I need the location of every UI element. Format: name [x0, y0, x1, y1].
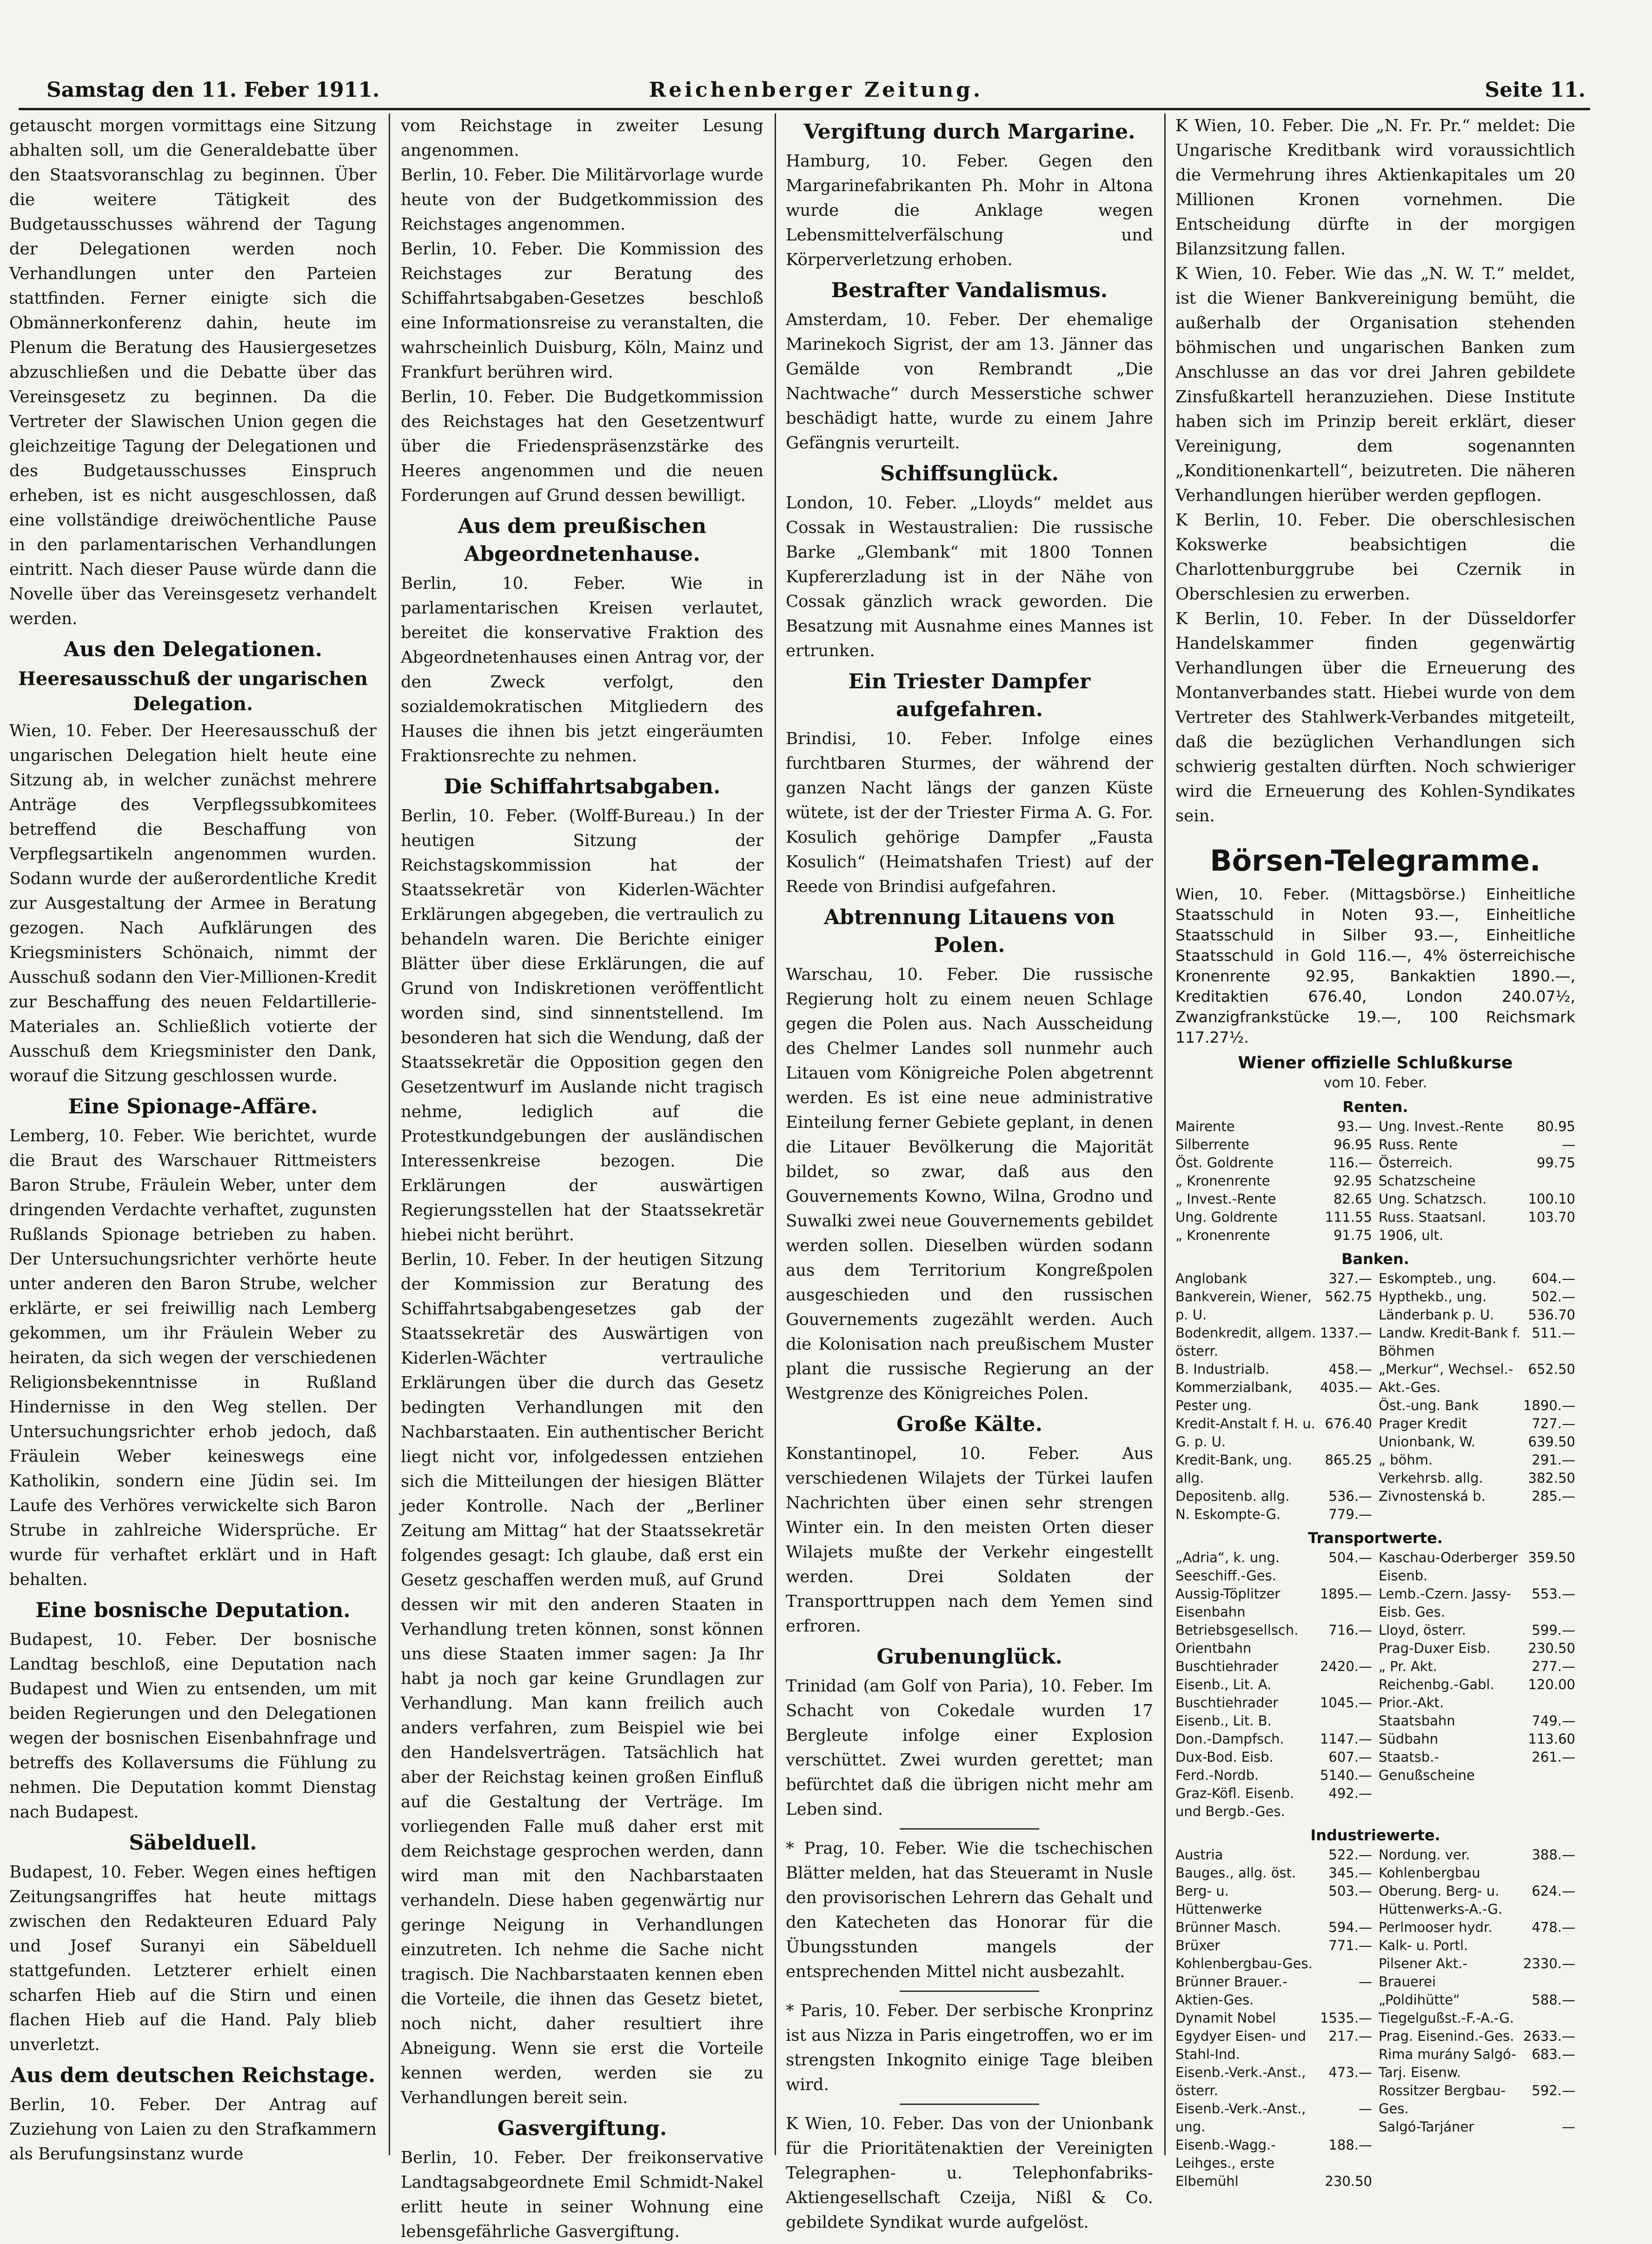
security-price: 502.— [1532, 1289, 1575, 1305]
security-name: Berg- u. Hüttenwerke [1175, 1883, 1262, 1917]
security-name: Brünner Masch. [1175, 1919, 1281, 1935]
security-name: Hypthekb., ung. [1379, 1289, 1487, 1305]
security-name: Kaschau-Oderberger Eisenb. [1379, 1550, 1518, 1584]
security-price: 1895.— [1320, 1586, 1372, 1602]
price-section-title: Industriewerte. [1310, 1826, 1440, 1844]
security-price: 1147.— [1320, 1731, 1372, 1747]
article-headline: Große Kälte. [896, 1412, 1042, 1436]
security-price: 492.— [1328, 1785, 1372, 1801]
article-paragraph: vom Reichstage in zweiter Lesung angenommen. [401, 116, 763, 160]
security-price: 4035.— [1320, 1379, 1372, 1395]
article-subheadline: Heeresausschuß der ungarischen Delegation. [18, 668, 368, 715]
security-price: 478.— [1532, 1919, 1575, 1935]
security-name: Ung. Goldrente [1175, 1209, 1278, 1225]
price-row [1175, 1172, 1372, 1190]
security-price: 503.— [1328, 1883, 1372, 1899]
price-row [1175, 1154, 1372, 1172]
security-name: Elbemühl [1175, 2173, 1239, 2189]
article-paragraph: Berlin, 10. Feber. (Wolff-Bureau.) In der heutigen Sitzung der Reichstagskommission hat der Staatssekretär von Kiderlen-Wächter Erklärungen abgegeben, die vertraulich zu behandeln waren. Die Berichte einiger Blätter über diese Erklärungen, die auf Grund von Indiskretionen veröffentlicht worden sind, sind sinnentstellend. Im besonderen hat sich die Wendung, daß der Staatssekretär die Opposition gegen den Gesetzentwurf im Auslande nicht tragisch nehme, lediglich auf die Protestkundgebungen der ausländischen Interessenkreise bezogen. Die Erklärungen der auswärtigen Regierungsstellen hat der Staatssekretär hiebei nicht berührt. [401, 806, 763, 1245]
article-separator [900, 2104, 1039, 2105]
price-row [1175, 1549, 1372, 1585]
price-row [1175, 1658, 1372, 1694]
security-price: 116.— [1328, 1155, 1372, 1171]
price-row [1175, 1415, 1372, 1451]
price-row [1379, 1748, 1575, 1785]
price-row [1175, 1226, 1372, 1245]
price-section-title: Banken. [1341, 1250, 1409, 1268]
price-row [1379, 1288, 1575, 1306]
price-row [1379, 1621, 1575, 1639]
security-price: 511.— [1532, 1325, 1575, 1341]
price-row [1175, 1505, 1372, 1524]
security-price: 749.— [1532, 1713, 1575, 1729]
price-column-right [1379, 1118, 1575, 1245]
article-paragraph: Berlin, 10. Feber. Die Budgetkommission des Reichstages hat den Gesetzentwurf über die Friedenspräsenzstärke des Heeres angenommen und die neuen Forderungen auf Grund dessen bewilligt. [401, 387, 763, 505]
security-price: 285.— [1532, 1488, 1575, 1504]
price-row [1379, 1415, 1575, 1433]
security-price: 327.— [1328, 1271, 1372, 1286]
article-paragraph: Lemberg, 10. Feber. Wie berichtet, wurde die Braut des Warschauer Rittmeisters Baron Strube, Fräulein Weber, unter dem dringenden Verdachte verhaftet, zugunsten Rußlands Spionage betrieben zu haben. Der Untersuchungsrichter verhörte heute unter anderen den Baron Strube, welcher erklärte, er sei freiwillig nach Lemberg gekommen, um ihr Fräulein Weber zu heiraten, da sich wegen der verschiedenen Religionsbekenntnisse in Rußland Hindernisse in den Weg stellen. Der Untersuchungsrichter erhob jedoch, daß Fräulein Weber keineswegs eine Katholikin, sondern eine Jüdin sei. Im Laufe des Verhöres verwickelte sich Baron Strube in zahlreiche Widersprüche. Er wurde für verhaftet erklärt und in Haft behalten. [9, 1126, 377, 1589]
security-name: Kredit-Bank, ung. allg. [1175, 1452, 1293, 1486]
article-paragraph: Berlin, 10. Feber. Wie in parlamentarischen Kreisen verlautet, bereitet die konservative Fraktion des Abgeordnetenhauses einen Antrag vor, der den Zweck verfolgt, den sozialdemokratischen Mitgliedern des Hauses die ihnen bis jetzt eingeräumten Fraktionsrechte zu nehmen. [401, 574, 763, 766]
security-price: 1535.— [1320, 2010, 1372, 2026]
price-row [1175, 1882, 1372, 1918]
security-name: Austria [1175, 1847, 1223, 1863]
column-2 [401, 113, 763, 2241]
price-column-left [1175, 1846, 1372, 2191]
column-1 [9, 113, 377, 2164]
price-row [1175, 2172, 1372, 2191]
price-row [1175, 1748, 1372, 1766]
security-name: Ung. Schatzsch. [1379, 1191, 1487, 1207]
security-price: 261.— [1532, 1749, 1575, 1765]
price-row [1379, 1360, 1575, 1397]
security-price: — [1562, 2119, 1575, 2135]
price-row [1379, 1549, 1575, 1585]
security-price: 291.— [1532, 1452, 1575, 1468]
security-name: Salgó-Tarjáner [1379, 2119, 1474, 2135]
security-name: „Merkur“, Wechsel.-Akt.-Ges. [1379, 1361, 1513, 1395]
price-row [1175, 1785, 1372, 1821]
security-price: 2420.— [1320, 1658, 1372, 1674]
article-paragraph: Wien, 10. Feber. Der Heeresausschuß der ungarischen Delegation hielt heute eine Sitzung ab, in welcher zunächst mehrere Anträge des Verpflegssubkomitees betreffend die Beschaffung von Verpflegsartikeln angenommen wurden. Sodann wurde der außerordentliche Kredit zur Ausgestaltung der Armee in Beratung gezogen. Nach Aufklärungen des Kriegsministers Schönaich, nimmt der Ausschuß sodann den Vier-Millionen-Kredit zur Beschaffung des neuen Feldartillerie-Materiales an. Schließlich votierte der Ausschuß dem Kriegsminister den Dank, worauf die Sitzung geschlossen wurde. [9, 721, 377, 1085]
security-name: Lloyd, österr. [1379, 1622, 1466, 1638]
article-headline: Abtrennung Litauens von Polen. [824, 906, 1115, 957]
price-row [1175, 1918, 1372, 1937]
price-row [1379, 1136, 1575, 1154]
security-name: Unionbank, W. [1379, 1434, 1476, 1450]
price-row [1175, 1937, 1372, 1973]
article-paragraph: Budapest, 10. Feber. Wegen eines heftigen Zeitungsangriffes hat heute mittags zwischen den Redakteuren Eduard Paly und Josef Suranyi ein Säbelduell stattgefunden. Letzterer erhielt einen scharfen Hieb auf die Stirn und einen flachen Hieb auf die Hand. Paly blieb unverletzt. [9, 1863, 377, 2054]
security-price: 230.50 [1325, 2173, 1372, 2189]
security-price: 458.— [1328, 1361, 1372, 1377]
article-paragraph: Trinidad (am Golf von Paria), 10. Feber. Im Schacht von Cokedale wurden 17 Bergleute infolge einer Explosion verschüttet. Zwei wurden gerettet; man befürchtet daß die übrigen nicht mehr am Leben sind. [786, 1677, 1153, 1819]
security-name: „ Pr. Akt. [1379, 1658, 1438, 1674]
security-name: Österreich. Schatzscheine [1379, 1155, 1476, 1189]
price-table [1175, 1846, 1575, 2191]
article-paragraph: Hamburg, 10. Feber. Gegen den Margarinefabrikanten Ph. Mohr in Altona wurde die Anklage wegen Lebensmittelverfälschung und Körperverletzung erhoben. [786, 152, 1153, 269]
security-name: Russ. Rente [1379, 1137, 1458, 1152]
price-column-left [1175, 1549, 1372, 1821]
price-row [1175, 1378, 1372, 1415]
security-name: „Poldihütte“ Tiegelgußst.-F.-A.-G. [1379, 1992, 1514, 2026]
security-name: Ferd.-Nordb. [1175, 1767, 1259, 1783]
article-headline: Grubenunglück. [876, 1645, 1062, 1669]
security-name: Öst. Goldrente [1175, 1155, 1274, 1171]
price-section-title: Transportwerte. [1308, 1529, 1443, 1547]
security-name: Brünner Brauer.-Aktien-Ges. [1175, 1974, 1287, 2008]
article-headline: Die Schiffahrtsabgaben. [444, 775, 721, 799]
security-name: Prager Kredit [1379, 1416, 1467, 1432]
price-row [1379, 1918, 1575, 1955]
security-name: Aussig-Töplitzer Eisenbahn [1175, 1586, 1280, 1620]
price-row [1175, 1360, 1372, 1378]
price-row [1379, 2045, 1575, 2082]
security-name: Verkehrsb. allg. [1379, 1470, 1483, 1486]
security-price: 676.40 [1325, 1416, 1372, 1432]
price-row [1175, 1136, 1372, 1154]
security-price: 382.50 [1528, 1470, 1575, 1486]
price-column-left [1175, 1118, 1372, 1245]
article-paragraph: Berlin, 10. Feber. Der Antrag auf Zuziehung von Laien zu den Strafkammern als Berufungsinstanz wurde [9, 2095, 377, 2164]
security-price: 5140.— [1320, 1767, 1372, 1783]
column-4-articles [1175, 113, 1575, 828]
price-column-right [1379, 1549, 1575, 1821]
security-name: Egydyer Eisen- und Stahl-Ind. [1175, 2028, 1307, 2062]
security-name: Reichenbg.-Gabl. Prior.-Akt. [1379, 1677, 1494, 1711]
price-table [1175, 1549, 1575, 1821]
article-separator [900, 1991, 1039, 1992]
security-price: 594.— [1328, 1919, 1372, 1935]
security-name: Bauges., allg. öst. [1175, 1865, 1296, 1881]
security-name: Ung. Invest.-Rente [1379, 1119, 1504, 1134]
security-price: 230.50 [1528, 1640, 1575, 1656]
article-paragraph: London, 10. Feber. „Lloyds“ meldet aus Cossak in Westaustralien: Die russische Barke „Glembank“ mit 1800 Tonnen Kupfererzladung ist in der Nähe von Cossak gänzlich wrack geworden. Die Besatzung mit Ausnahme eines Mannes ist ertrunken. [786, 493, 1153, 660]
article-paragraph: Konstantinopel, 10. Feber. Aus verschiedenen Wilajets der Türkei laufen Nachrichten über einen sehr strengen Winter ein. In den meisten Orten dieser Wilajets mußte der Verkehr eingestellt werden. Drei Soldaten der Transporttruppen nach dem Yemen sind erfroren. [786, 1444, 1153, 1636]
security-name: Kredit-Anstalt f. H. u. G. p. U. [1175, 1416, 1315, 1450]
price-row [1379, 1712, 1575, 1730]
article-paragraph: K Wien, 10. Feber. Die „N. Fr. Pr.“ meldet: Die Ungarische Kreditbank wird voraussichtlich die Vermehrung ihres Aktienkapitales um 20 Millionen Kronen vornehmen. Die Entscheidung dürfte in der morgigen Bilanzsitzung fallen. [1175, 116, 1575, 259]
security-price: 188.— [1328, 2137, 1372, 2153]
price-row [1175, 1730, 1372, 1748]
security-name: Südbahn [1379, 1731, 1439, 1747]
price-row [1379, 1676, 1575, 1712]
security-name: Anglobank [1175, 1271, 1247, 1286]
security-price: 217.— [1328, 2028, 1372, 2044]
article-headline: Vergiftung durch Margarine. [803, 120, 1135, 144]
security-name: Dux-Bod. Eisb. [1175, 1749, 1274, 1765]
column-4 [1175, 113, 1575, 2189]
article-separator [900, 1828, 1039, 1830]
price-row [1379, 1190, 1575, 1208]
article-paragraph: Berlin, 10. Feber. Die Kommission des Reichstages zur Beratung des Schiffahrtsabgaben-Gesetzes beschloß eine Informationsreise zu veranstalten, die wahrscheinlich Duisburg, Köln, Mainz und Frankfurt berühren wird. [401, 240, 763, 382]
security-name: Eisenb.-Verk.-Anst., ung. [1175, 2101, 1306, 2135]
price-row [1379, 2082, 1575, 2118]
price-row [1379, 1658, 1575, 1676]
price-row [1175, 1208, 1372, 1226]
article-headline: Gasvergiftung. [497, 2117, 667, 2140]
price-column-right [1379, 1846, 1575, 2191]
price-tables [1175, 1096, 1575, 2191]
security-name: Bankverein, Wiener, p. U. [1175, 1289, 1312, 1323]
price-row [1175, 1694, 1372, 1730]
security-price: 652.50 [1528, 1361, 1575, 1377]
price-row [1379, 1487, 1575, 1505]
security-name: Eisenb.-Wagg.-Leihges., erste [1175, 2137, 1276, 2171]
article-paragraph: Brindisi, 10. Feber. Infolge eines furchtbaren Sturmes, der während der ganzen Nacht längs der ganzen Küste wütete, ist der der Triester Firma A. G. For. Kosulich gehörige Dampfer „Fausta Kosulich“ (Heimatshafen Triest) auf der Reede von Brindisi aufgefahren. [786, 729, 1153, 896]
security-price: 1890.— [1523, 1398, 1575, 1413]
security-price: — [1359, 1974, 1372, 1990]
article-paragraph: Budapest, 10. Feber. Der bosnische Landtag beschloß, eine Deputation nach Budapest und Wien zu entsenden, um mit beiden Regierungen und den Delegationen wegen der bosnischen Eisenbahnfrage und betreffs des Kollaversums die Fühlung zu nehmen. Die Deputation kommt Dienstag nach Budapest. [9, 1630, 377, 1822]
security-name: Landw. Kredit-Bank f. Böhmen [1379, 1325, 1520, 1359]
price-row [1175, 1973, 1372, 2009]
price-row [1175, 1846, 1372, 1864]
security-name: Brüxer Kohlenbergbau-Ges. [1175, 1938, 1313, 1971]
security-price: 779.— [1328, 1506, 1372, 1522]
security-name: Silberrente [1175, 1137, 1249, 1152]
article-headline: Ein Triester Dampfer aufgefahren. [848, 670, 1091, 721]
security-price: 536.— [1328, 1488, 1372, 1504]
security-name: „ Kronenrente [1175, 1173, 1270, 1189]
security-name: B. Industrialb. [1175, 1361, 1269, 1377]
article-headline: Bestrafter Vandalismus. [831, 279, 1108, 302]
price-row [1175, 1585, 1372, 1621]
masthead-title: Reichenberger Zeitung. [649, 78, 983, 102]
price-row [1379, 1118, 1575, 1136]
price-row [1175, 2009, 1372, 2027]
price-row [1379, 1585, 1575, 1621]
security-name: Rima murány Salgó-Tarj. Eisenw. [1379, 2046, 1516, 2080]
security-price: 277.— [1532, 1658, 1575, 1674]
security-price: 639.50 [1528, 1434, 1575, 1450]
price-row [1175, 1190, 1372, 1208]
security-name: Staatsb.-Genußscheine [1379, 1749, 1475, 1783]
security-name: Dynamit Nobel [1175, 2010, 1276, 2026]
column-divider [1164, 113, 1166, 2155]
security-name: „Adria“, k. ung. Seeschiff.-Ges. [1175, 1550, 1280, 1584]
security-price: 99.75 [1536, 1155, 1575, 1171]
column-3 [786, 113, 1153, 2232]
price-row [1379, 1451, 1575, 1469]
schlusskurse-title: Wiener offizielle Schlußkurse [1238, 1053, 1513, 1072]
security-price: 111.55 [1325, 1209, 1372, 1225]
security-name: „ Kronenrente [1175, 1227, 1270, 1243]
security-price: 536.70 [1528, 1307, 1575, 1323]
security-price: 607.— [1328, 1749, 1372, 1765]
article-headline: Eine bosnische Deputation. [35, 1598, 351, 1622]
security-price: 599.— [1532, 1622, 1575, 1638]
security-price: — [1562, 1137, 1575, 1152]
security-price: 683.— [1532, 2046, 1575, 2062]
boerse-title: Börsen-Telegramme. [1210, 844, 1541, 878]
security-price: 345.— [1328, 1865, 1372, 1881]
security-price: 716.— [1328, 1622, 1372, 1638]
security-price: 588.— [1532, 1992, 1575, 2008]
security-name: Perlmooser hydr. Kalk- u. Portl. [1379, 1919, 1493, 1953]
security-price: 120.00 [1528, 1677, 1575, 1692]
security-name: „ böhm. [1379, 1452, 1433, 1468]
security-price: 553.— [1532, 1586, 1575, 1602]
article-paragraph: K Wien, 10. Feber. Wie das „N. W. T.“ meldet, ist die Wiener Bankvereinigung bemüht, die außerhalb der Organisation stehenden böhmischen und ungarischen Banken zum Anschlusse an das vor drei Jahren gebildete Zinsfußkartell heranzuziehen. Diese Institute haben sich im Prinzip bereit erklärt, dieser Vereinigung, dem sogenannten „Konditionenkartell“, beizutreten. Die näheren Verhandlungen hierüber werden gepflogen. [1175, 264, 1575, 505]
price-row [1379, 1730, 1575, 1748]
security-price: 592.— [1532, 2083, 1575, 2098]
price-table [1175, 1270, 1575, 1524]
security-name: Betriebsgesellsch. Orientbahn [1175, 1622, 1299, 1656]
price-row [1175, 1118, 1372, 1136]
price-row [1379, 1208, 1575, 1245]
security-name: N. Eskompte-G. [1175, 1506, 1281, 1522]
security-price: 91.75 [1333, 1227, 1372, 1243]
price-section-title: Renten. [1342, 1098, 1408, 1116]
column-divider [389, 113, 390, 2155]
security-name: Buschtiehrader Eisenb., Lit. B. [1175, 1695, 1279, 1729]
article-paragraph: K Wien, 10. Feber. Das von der Unionbank für die Prioritätenaktien der Vereinigten Telegraphen- u. Telephonfabriks-Aktiengesellschaft Czeija, Nißl & Co. gebildete Syndikat wurde aufgelöst. [786, 2114, 1153, 2232]
security-price: 82.65 [1333, 1191, 1372, 1207]
article-paragraph: Berlin, 10. Feber. In der heutigen Sitzung der Kommission zur Beratung des Schiffahrtsabgabengesetzes gab der Staatssekretär des Auswärtigen von Kiderlen-Wächter vertrauliche Erklärungen über die durch das Gesetz bedingten Verhandlungen mit den Nachbarstaaten. Ein authentischer Bericht liegt nicht vor, infolgedessen entziehen sich die Mitteilungen der hiesigen Blätter jeder Kontrolle. Nach der „Berliner Zeitung am Mittag“ hat der Staatssekretär folgendes gesagt: Ich glaube, daß erst ein Gesetz geschaffen werden muß, auf Grund dessen wir mit den anderen Staaten in Verhandlung treten können, sonst können uns diese Staaten immer sagen: Ja Ihr habt ja noch gar keine Grundlagen zur Verhandlung. Man kann freilich auch anders verfahren, zum Beispiel wie bei den Handelsverträgen. Tatsächlich hat aber der Reichstag keinen großen Einfluß auf die Gestaltung der Verträge. Im vorliegenden Falle muß daher erst mit dem Reichstage gesprochen werden, dann wird man mit den Nachbarstaaten verhandeln. Diese haben gegenwärtig nur geringe Neigung in Verhandlungen einzutreten. Ich nehme die Sache nicht tragisch. Die Nachbarstaaten kennen eben die Vorteile, die ihnen das Gesetz bietet, noch nicht, daher resultiert ihre Abneigung. Wenn sie erst die Vorteile kennen werden, werden sie zu Verhandlungen bereit sein. [401, 1250, 763, 2107]
article-paragraph: Berlin, 10. Feber. Die Militärvorlage wurde heute von der Budgetkommission des Reichstages angenommen. [401, 166, 763, 234]
security-name: Eisenb.-Verk.-Anst., österr. [1175, 2064, 1306, 2098]
price-row [1175, 1451, 1372, 1487]
security-price: 727.— [1532, 1416, 1575, 1432]
price-row [1379, 1397, 1575, 1415]
security-name: Lemb.-Czern. Jassy-Eisb. Ges. [1379, 1586, 1512, 1620]
price-row [1379, 2027, 1575, 2045]
security-name: Kommerzialbank, Pester ung. [1175, 1379, 1293, 1413]
article-paragraph: Amsterdam, 10. Feber. Der ehemalige Marinekoch Sigrist, der am 13. Jänner das Gemälde von Rembrandt „Die Nachtwache“ durch Messerstiche schwer beschädigt hatte, wurde zu einem Jahre Gefängnis verurteilt. [786, 310, 1153, 453]
security-name: Bodenkredit, allgem. österr. [1175, 1325, 1316, 1359]
price-column-left [1175, 1270, 1372, 1524]
security-name: Eskompteb., ung. [1379, 1271, 1497, 1286]
article-paragraph: K Berlin, 10. Feber. In der Düsseldorfer Handelskammer finden gegenwärtig Verhandlungen über die Erneuerung des Montanverbandes statt. Hiebei wurde von dem Vertreter des Stahlwerk-Verbandes mitgeteilt, daß die bezüglichen Verhandlungen sich schwierig gestalten dürften. Noch schwieriger wird die Erneuerung des Kohlen-Syndikates sein. [1175, 609, 1575, 826]
security-price: 92.95 [1333, 1173, 1372, 1189]
security-name: Rossitzer Bergbau-Ges. [1379, 2083, 1506, 2117]
price-row [1379, 2118, 1575, 2136]
security-price: 504.— [1328, 1550, 1372, 1565]
article-headline: Schiffsunglück. [880, 462, 1059, 486]
price-row [1175, 1288, 1372, 1324]
article-paragraph: K Berlin, 10. Feber. Die oberschlesischen Kokswerke beabsichtigen die Charlottenburggrube bei Czernik in Oberschlesien zu erwerben. [1175, 511, 1575, 604]
schlusskurse-date: vom 10. Feber. [1323, 1075, 1427, 1091]
price-row [1175, 1270, 1372, 1288]
page-number: Seite 11. [1485, 78, 1586, 102]
article-paragraph: getauscht morgen vormittags eine Sitzung abhalten soll, um die Generaldebatte über den Staatsvoranschlag zu beginnen. Über die weitere Tätigkeit des Budgetausschusses während der Tagung der Delegationen werden noch Verhandlungen unter den Parteien stattfinden. Ferner einigte sich die Obmännerkonferenz dahin, heute im Plenum die Beratung des Hausiergesetzes abzuschließen und die Debatte über das Vereinsgesetz zu beginnen. Da die Vertreter der Slawischen Union gegen die gleichzeitige Tagung der Delegationen und des Budgetausschusses Einspruch erheben, ist es nicht ausgeschlossen, daß eine vollständige dreiwöchentliche Pause in den parlamentarischen Verhandlungen eintritt. Nach dieser Pause würde dann die Novelle über das Vereinsgesetz verhandelt werden. [9, 116, 377, 628]
security-name: Nordung. ver. Kohlenbergbau [1379, 1847, 1480, 1881]
security-price: 103.70 [1528, 1209, 1575, 1225]
security-price: 522.— [1328, 1847, 1372, 1863]
article-paragraph: * Paris, 10. Feber. Der serbische Kronprinz ist aus Nizza in Paris eingetroffen, wo er im strengsten Inkognito einige Tage bleiben wird. [786, 2001, 1153, 2094]
security-price: 96.95 [1333, 1137, 1372, 1152]
security-price: 80.95 [1536, 1119, 1575, 1134]
security-name: Oberung. Berg- u. Hüttenwerks-A.-G. [1379, 1883, 1503, 1917]
security-name: Graz-Köfl. Eisenb. und Bergb.-Ges. [1175, 1785, 1294, 1819]
security-name: „ Invest.-Rente [1175, 1191, 1276, 1207]
price-table [1175, 1118, 1575, 1245]
security-price: 624.— [1532, 1883, 1575, 1899]
security-price: 2330.— [1523, 1956, 1575, 1971]
price-row [1379, 1306, 1575, 1324]
header-date: Samstag den 11. Feber 1911. [46, 78, 380, 102]
price-row [1379, 1154, 1575, 1190]
article-headline: Aus dem deutschen Reichstage. [10, 2064, 376, 2087]
security-name: Depositenb. allg. [1175, 1488, 1290, 1504]
article-headline: Eine Spionage-Affäre. [68, 1095, 318, 1119]
security-price: 1337.— [1320, 1325, 1372, 1341]
price-row [1175, 1766, 1372, 1785]
price-row [1175, 1324, 1372, 1360]
price-row [1379, 1324, 1575, 1360]
price-row [1175, 2027, 1372, 2064]
header-rule [19, 108, 1590, 110]
security-name: Zivnostenská b. [1379, 1488, 1486, 1504]
price-row [1175, 1487, 1372, 1505]
page-header [46, 78, 1586, 106]
price-row [1175, 2100, 1372, 2136]
security-name: Don.-Dampfsch. [1175, 1731, 1284, 1747]
price-row [1379, 1991, 1575, 2027]
price-row [1175, 1621, 1372, 1658]
price-row [1379, 1955, 1575, 1991]
price-column-right [1379, 1270, 1575, 1524]
security-price: 93.— [1337, 1119, 1372, 1134]
security-name: Öst.-ung. Bank [1379, 1398, 1479, 1413]
security-name: Prag-Duxer Eisb. [1379, 1640, 1491, 1656]
price-row [1379, 1433, 1575, 1451]
security-price: 100.10 [1528, 1191, 1575, 1207]
price-row [1379, 1639, 1575, 1658]
article-headline: Aus den Delegationen. [63, 638, 323, 661]
security-name: Staatsbahn [1379, 1713, 1455, 1729]
article-paragraph: * Prag, 10. Feber. Wie die tschechischen Blätter melden, hat das Steueramt in Nusle den provisorischen Lehrern das Gehalt und den Katecheten das Honorar für die Übungsstunden mangels der entsprechenden Mittel nicht ausbezahlt. [786, 1839, 1153, 1981]
security-price: 473.— [1328, 2064, 1372, 2080]
price-row [1379, 1882, 1575, 1918]
security-price: 604.— [1532, 1271, 1575, 1286]
security-name: Russ. Staatsanl. 1906, ult. [1379, 1209, 1486, 1243]
security-price: 359.50 [1528, 1550, 1575, 1565]
security-name: Länderbank p. U. [1379, 1307, 1494, 1323]
article-headline: Aus dem preußischen Abgeordnetenhause. [458, 514, 707, 566]
security-price: 865.25 [1325, 1452, 1372, 1468]
price-row [1175, 2064, 1372, 2100]
price-row [1379, 1270, 1575, 1288]
security-name: Prag. Eisenind.-Ges. [1379, 2028, 1514, 2044]
price-row [1175, 2136, 1372, 2172]
security-price: — [1359, 2101, 1372, 2117]
price-row [1175, 1864, 1372, 1882]
security-name: Pilsener Akt.-Brauerei [1379, 1956, 1467, 1990]
security-price: 113.60 [1528, 1731, 1575, 1747]
column-divider [775, 113, 776, 2155]
boerse-intro: Wien, 10. Feber. (Mittagsbörse.) Einheitliche Staatsschuld in Noten 93.—, Einheitliche Staatsschuld in Silber 93.—, Einheitliche Staatsschuld in Gold 116.—, 4% österreichische Kronenrente 92.95, Bankaktien 1890.—, Kreditaktien 676.40, London 240.07½, Zwanzigfrankstücke 19.—, 100 Reichsmark 117.27½. [1175, 885, 1575, 1046]
security-price: 388.— [1532, 1847, 1575, 1863]
price-row [1379, 1469, 1575, 1487]
security-name: Buschtiehrader Eisenb., Lit. A. [1175, 1658, 1279, 1692]
article-headline: Säbelduell. [129, 1831, 257, 1855]
security-price: 2633.— [1523, 2028, 1575, 2044]
security-price: 1045.— [1320, 1695, 1372, 1711]
price-row [1379, 1846, 1575, 1882]
security-price: 771.— [1328, 1938, 1372, 1953]
article-paragraph: Warschau, 10. Feber. Die russische Regierung holt zu einem neuen Schlage gegen die Polen aus. Nach Ausscheidung des Chelmer Landes soll nunmehr auch Litauen vom Königreiche Polen abgetrennt werden. Es ist eine neue administrative Einteilung ferner Gebiete geplant, in denen die Litauer Bevölkerung die Majorität bildet, so zwar, daß aus den Gouvernements Kowno, Wilna, Grodno und Suwalki zwei neue Gouvernements gebildet werden sollen. Dieselben würden sodann aus dem Territorium Kongreßpolen ausgeschieden und den russischen Gouvernements zugezählt werden. Auch die Kolonisation nach preußischem Muster plant die russische Regierung an der Westgrenze des Königreiches Polen. [786, 965, 1153, 1403]
security-price: 562.75 [1325, 1289, 1372, 1305]
security-name: Mairente [1175, 1119, 1235, 1134]
article-paragraph: Berlin, 10. Feber. Der freikonservative Landtagsabgeordnete Emil Schmidt-Nakel erlitt heute in seiner Wohnung eine lebensgefährliche Gasvergiftung. [401, 2148, 763, 2241]
